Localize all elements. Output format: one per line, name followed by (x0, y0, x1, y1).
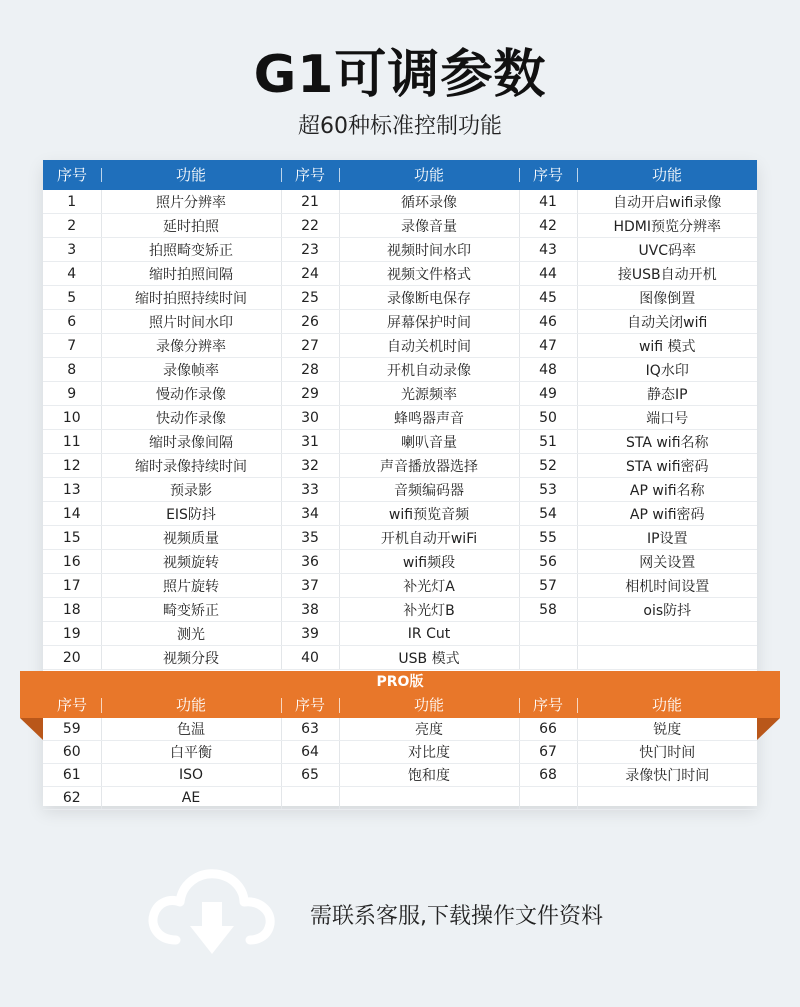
function-cell: 音频编码器 (339, 478, 519, 502)
index-cell: 57 (519, 574, 577, 598)
function-cell: 拍照畸变矫正 (101, 238, 281, 262)
index-cell: 54 (519, 502, 577, 526)
function-cell: 自动关机时间 (339, 334, 519, 358)
index-cell: 3 (43, 238, 101, 262)
function-cell: wifi频段 (339, 550, 519, 574)
index-cell: 27 (281, 334, 339, 358)
function-cell: 自动开启wifi录像 (577, 190, 757, 214)
footer-contact-text: 需联系客服,下载操作文件资料 (310, 904, 603, 929)
table-row (43, 190, 757, 214)
pro-table-row (43, 764, 757, 787)
index-cell: 50 (519, 406, 577, 430)
function-cell: 声音播放器选择 (339, 454, 519, 478)
pro-parameter-table (43, 718, 757, 810)
function-cell: 自动关闭wifi (577, 310, 757, 334)
index-cell: 38 (281, 598, 339, 622)
index-cell: 39 (281, 622, 339, 646)
function-cell: USB 模式 (339, 646, 519, 670)
function-cell: 光源频率 (339, 382, 519, 406)
function-cell: 缩时录像间隔 (101, 430, 281, 454)
function-cell: IQ水印 (577, 358, 757, 382)
function-cell: ISO (101, 764, 281, 787)
function-cell: 喇叭音量 (339, 430, 519, 454)
function-cell: 延时拍照 (101, 214, 281, 238)
function-cell: 静态IP (577, 382, 757, 406)
function-cell: STA wifi密码 (577, 454, 757, 478)
function-cell: AP wifi密码 (577, 502, 757, 526)
index-cell: 51 (519, 430, 577, 454)
pro-header-index-1: 序号 (56, 696, 87, 714)
index-cell: 6 (43, 310, 101, 334)
function-cell: IR Cut (339, 622, 519, 646)
index-cell: 45 (519, 286, 577, 310)
pro-table-row (43, 718, 757, 741)
function-cell: 色温 (101, 718, 281, 741)
function-cell: 预录影 (101, 478, 281, 502)
index-cell: 31 (281, 430, 339, 454)
function-cell: ois防抖 (577, 598, 757, 622)
index-cell: 43 (519, 238, 577, 262)
pro-header-index-2: 序号 (281, 693, 339, 718)
function-cell: 视频文件格式 (339, 262, 519, 286)
index-cell: 65 (281, 764, 339, 787)
index-cell: 21 (281, 190, 339, 214)
index-cell: 42 (519, 214, 577, 238)
index-cell: 68 (519, 764, 577, 787)
index-cell: 2 (43, 214, 101, 238)
function-cell: wifi预览音频 (339, 502, 519, 526)
function-cell: 端口号 (577, 406, 757, 430)
function-cell: 网关设置 (577, 550, 757, 574)
index-cell: 5 (43, 286, 101, 310)
function-cell: 循环录像 (339, 190, 519, 214)
function-cell: 对比度 (339, 741, 519, 764)
function-cell: 补光灯A (339, 574, 519, 598)
index-cell (281, 787, 339, 810)
index-cell: 66 (519, 718, 577, 741)
function-cell: STA wifi名称 (577, 430, 757, 454)
function-cell: 测光 (101, 622, 281, 646)
index-cell: 8 (43, 358, 101, 382)
index-cell: 25 (281, 286, 339, 310)
function-cell: 补光灯B (339, 598, 519, 622)
index-cell: 47 (519, 334, 577, 358)
index-cell: 59 (43, 718, 101, 741)
index-cell: 58 (519, 598, 577, 622)
index-cell: 19 (43, 622, 101, 646)
index-cell: 17 (43, 574, 101, 598)
index-cell: 24 (281, 262, 339, 286)
index-cell: 29 (281, 382, 339, 406)
pro-banner-fold-left (20, 718, 43, 740)
parameter-table (43, 190, 757, 670)
index-cell: 48 (519, 358, 577, 382)
table-row (43, 574, 757, 598)
table-row (43, 622, 757, 646)
index-cell: 56 (519, 550, 577, 574)
table-row (43, 454, 757, 478)
pro-table-row (43, 787, 757, 810)
header-index-3: 序号 (519, 160, 577, 190)
function-cell: 视频旋转 (101, 550, 281, 574)
index-cell: 46 (519, 310, 577, 334)
function-cell: 照片分辨率 (101, 190, 281, 214)
index-cell: 9 (43, 382, 101, 406)
index-cell: 23 (281, 238, 339, 262)
index-cell: 14 (43, 502, 101, 526)
index-cell: 10 (43, 406, 101, 430)
index-cell: 35 (281, 526, 339, 550)
function-cell: wifi 模式 (577, 334, 757, 358)
index-cell: 1 (43, 190, 101, 214)
function-cell: 接USB自动开机 (577, 262, 757, 286)
pro-table-header (43, 693, 757, 718)
index-cell: 53 (519, 478, 577, 502)
index-cell: 33 (281, 478, 339, 502)
table-row (43, 430, 757, 454)
function-cell (339, 787, 519, 810)
index-cell: 11 (43, 430, 101, 454)
page-subtitle: 超60种标准控制功能 (298, 114, 502, 139)
function-cell: AE (101, 787, 281, 810)
index-cell: 32 (281, 454, 339, 478)
function-cell: 图像倒置 (577, 286, 757, 310)
index-cell: 18 (43, 598, 101, 622)
cloud-download-icon[interactable] (146, 862, 278, 962)
index-cell: 26 (281, 310, 339, 334)
table-row (43, 550, 757, 574)
function-cell: 照片旋转 (101, 574, 281, 598)
function-cell: 屏幕保护时间 (339, 310, 519, 334)
table-row (43, 646, 757, 670)
index-cell: 12 (43, 454, 101, 478)
function-cell: 相机时间设置 (577, 574, 757, 598)
function-cell: 录像音量 (339, 214, 519, 238)
table-header (43, 160, 757, 190)
function-cell: 慢动作录像 (101, 382, 281, 406)
function-cell: 蜂鸣器声音 (339, 406, 519, 430)
function-cell: 视频时间水印 (339, 238, 519, 262)
function-cell: 白平衡 (101, 741, 281, 764)
function-cell: 照片时间水印 (101, 310, 281, 334)
table-row (43, 262, 757, 286)
header-function-3: 功能 (577, 160, 757, 190)
table-row (43, 526, 757, 550)
index-cell: 60 (43, 741, 101, 764)
pro-table-row (43, 741, 757, 764)
index-cell: 13 (43, 478, 101, 502)
table-row (43, 334, 757, 358)
table-row (43, 358, 757, 382)
index-cell: 16 (43, 550, 101, 574)
pro-banner-title: PRO版 (376, 674, 424, 690)
index-cell: 30 (281, 406, 339, 430)
table-row (43, 382, 757, 406)
function-cell: 视频质量 (101, 526, 281, 550)
function-cell: IP设置 (577, 526, 757, 550)
header-index-2: 序号 (281, 160, 339, 190)
function-cell: 录像帧率 (101, 358, 281, 382)
table-row (43, 214, 757, 238)
index-cell: 61 (43, 764, 101, 787)
pro-header-function-2: 功能 (339, 693, 519, 718)
pro-header-function-3: 功能 (577, 693, 757, 718)
pro-header-function-1: 功能 (101, 693, 281, 718)
function-cell: 饱和度 (339, 764, 519, 787)
header-index-1: 序号 (56, 166, 87, 184)
index-cell: 15 (43, 526, 101, 550)
index-cell: 36 (281, 550, 339, 574)
function-cell (577, 622, 757, 646)
function-cell: 视频分段 (101, 646, 281, 670)
index-cell: 22 (281, 214, 339, 238)
table-row (43, 478, 757, 502)
index-cell: 20 (43, 646, 101, 670)
index-cell (519, 787, 577, 810)
pro-banner-fold-right (757, 718, 780, 740)
index-cell: 44 (519, 262, 577, 286)
function-cell: EIS防抖 (101, 502, 281, 526)
function-cell: 畸变矫正 (101, 598, 281, 622)
page-title: G1可调参数 (253, 45, 547, 105)
index-cell: 62 (43, 787, 101, 810)
index-cell: 52 (519, 454, 577, 478)
table-row (43, 598, 757, 622)
function-cell: 快动作录像 (101, 406, 281, 430)
index-cell: 7 (43, 334, 101, 358)
index-cell: 4 (43, 262, 101, 286)
index-cell: 37 (281, 574, 339, 598)
function-cell (577, 787, 757, 810)
function-cell: 锐度 (577, 718, 757, 741)
function-cell (577, 646, 757, 670)
table-row (43, 286, 757, 310)
function-cell: 缩时拍照持续时间 (101, 286, 281, 310)
index-cell: 34 (281, 502, 339, 526)
pro-header-index-3: 序号 (519, 693, 577, 718)
table-row (43, 238, 757, 262)
function-cell: 录像分辨率 (101, 334, 281, 358)
index-cell: 28 (281, 358, 339, 382)
table-row (43, 502, 757, 526)
function-cell: 录像断电保存 (339, 286, 519, 310)
header-function-2: 功能 (339, 160, 519, 190)
table-row (43, 310, 757, 334)
index-cell: 49 (519, 382, 577, 406)
index-cell: 40 (281, 646, 339, 670)
function-cell: 录像快门时间 (577, 764, 757, 787)
table-row (43, 406, 757, 430)
index-cell (519, 622, 577, 646)
function-cell: 亮度 (339, 718, 519, 741)
function-cell: HDMI预览分辨率 (577, 214, 757, 238)
header-function-1: 功能 (101, 160, 281, 190)
function-cell: 缩时录像持续时间 (101, 454, 281, 478)
function-cell: AP wifi名称 (577, 478, 757, 502)
index-cell (519, 646, 577, 670)
function-cell: UVC码率 (577, 238, 757, 262)
index-cell: 67 (519, 741, 577, 764)
function-cell: 开机自动开wiFi (339, 526, 519, 550)
index-cell: 41 (519, 190, 577, 214)
index-cell: 64 (281, 741, 339, 764)
index-cell: 55 (519, 526, 577, 550)
function-cell: 快门时间 (577, 741, 757, 764)
index-cell: 63 (281, 718, 339, 741)
function-cell: 开机自动录像 (339, 358, 519, 382)
function-cell: 缩时拍照间隔 (101, 262, 281, 286)
